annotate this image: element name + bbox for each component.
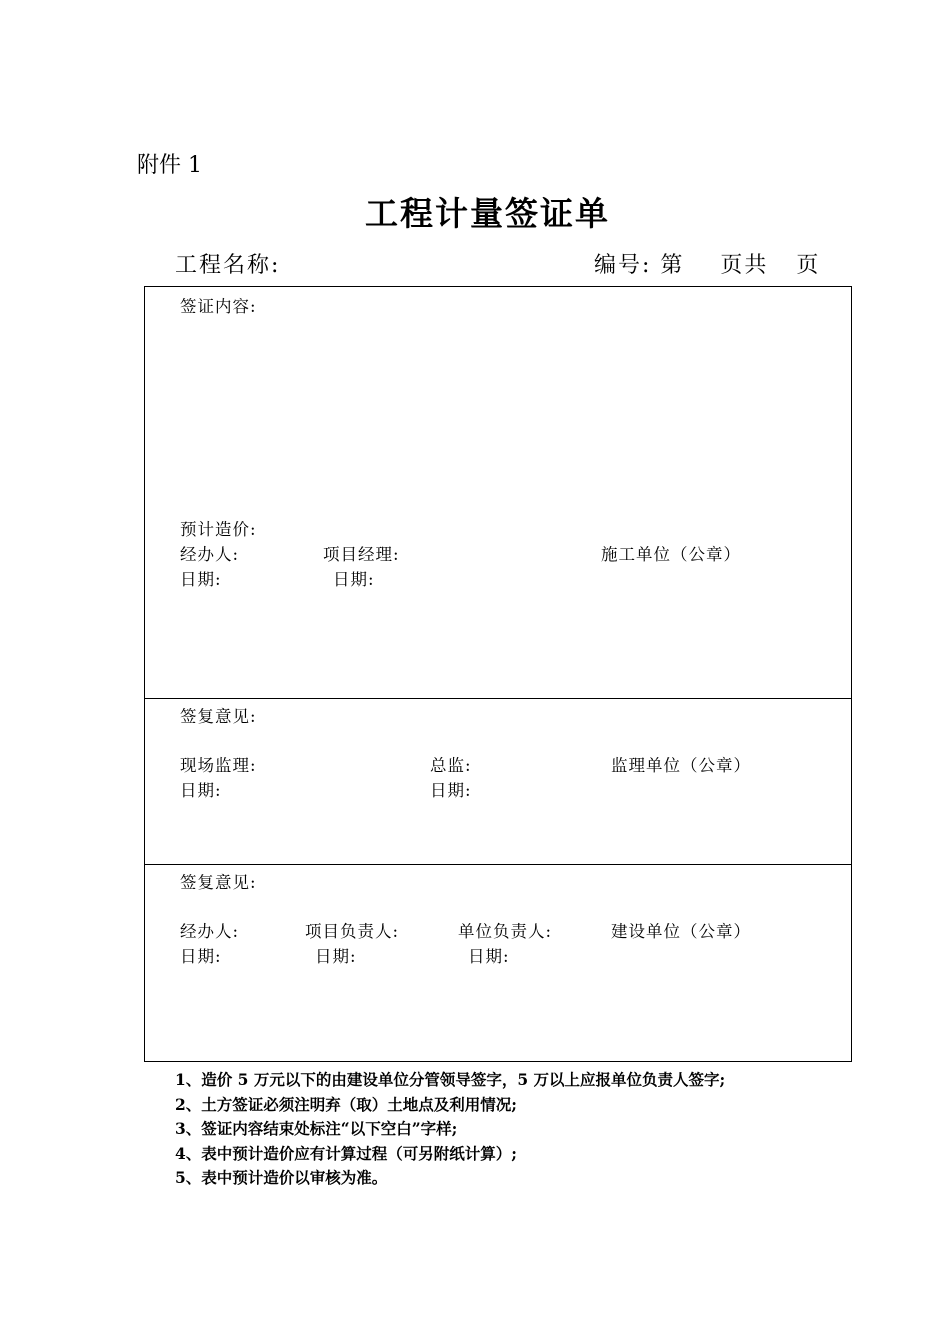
project-manager-label: 项目经理: xyxy=(323,545,400,564)
page-suffix: 页 xyxy=(796,253,821,278)
date-label: 日期: xyxy=(180,570,222,589)
form-table xyxy=(144,286,852,1062)
date-label: 日期: xyxy=(180,781,222,800)
attachment-label: 附件 1 xyxy=(137,153,202,178)
note-item: 2、土方签证必须注明弃（取）土地点及利用情况; xyxy=(175,1095,518,1114)
date-label: 日期: xyxy=(430,781,472,800)
note-item: 1、造价 5 万元以下的由建设单位分管领导签字，5 万以上应报单位负责人签字; xyxy=(175,1070,726,1089)
date-label: 日期: xyxy=(333,570,375,589)
handler-label: 经办人: xyxy=(180,922,240,941)
project-lead-label: 项目负责人: xyxy=(305,922,400,941)
reply-label: 签复意见: xyxy=(180,873,257,892)
section-certification-content xyxy=(145,287,851,699)
note-item: 5、表中预计造价以审核为准。 xyxy=(175,1168,388,1187)
note-item: 4、表中预计造价应有计算过程（可另附纸计算）; xyxy=(175,1144,518,1163)
date-label: 日期: xyxy=(468,947,510,966)
content-label: 签证内容: xyxy=(180,297,257,316)
page-of-label: 页共 xyxy=(720,253,769,278)
date-label: 日期: xyxy=(315,947,357,966)
supervision-unit-seal-label: 监理单位（公章） xyxy=(611,756,751,775)
serial-number-label xyxy=(594,248,820,279)
date-label: 日期: xyxy=(180,947,222,966)
form-title: 工程计量签证单 xyxy=(365,194,610,233)
handler-label: 经办人: xyxy=(180,545,240,564)
unit-lead-label: 单位负责人: xyxy=(458,922,553,941)
section-supervision-reply xyxy=(145,699,851,865)
estimated-cost-label: 预计造价: xyxy=(180,520,257,539)
project-name-label: 工程名称: xyxy=(175,253,281,278)
section-owner-reply xyxy=(145,865,851,1063)
serial-prefix: 编号: 第 xyxy=(594,253,685,278)
note-item: 3、签证内容结束处标注“以下空白”字样; xyxy=(175,1119,458,1138)
reply-label: 签复意见: xyxy=(180,707,257,726)
site-supervisor-label: 现场监理: xyxy=(180,756,257,775)
chief-supervisor-label: 总监: xyxy=(430,756,472,775)
construction-unit-seal-label: 施工单位（公章） xyxy=(601,545,741,564)
owner-unit-seal-label: 建设单位（公章） xyxy=(611,922,751,941)
